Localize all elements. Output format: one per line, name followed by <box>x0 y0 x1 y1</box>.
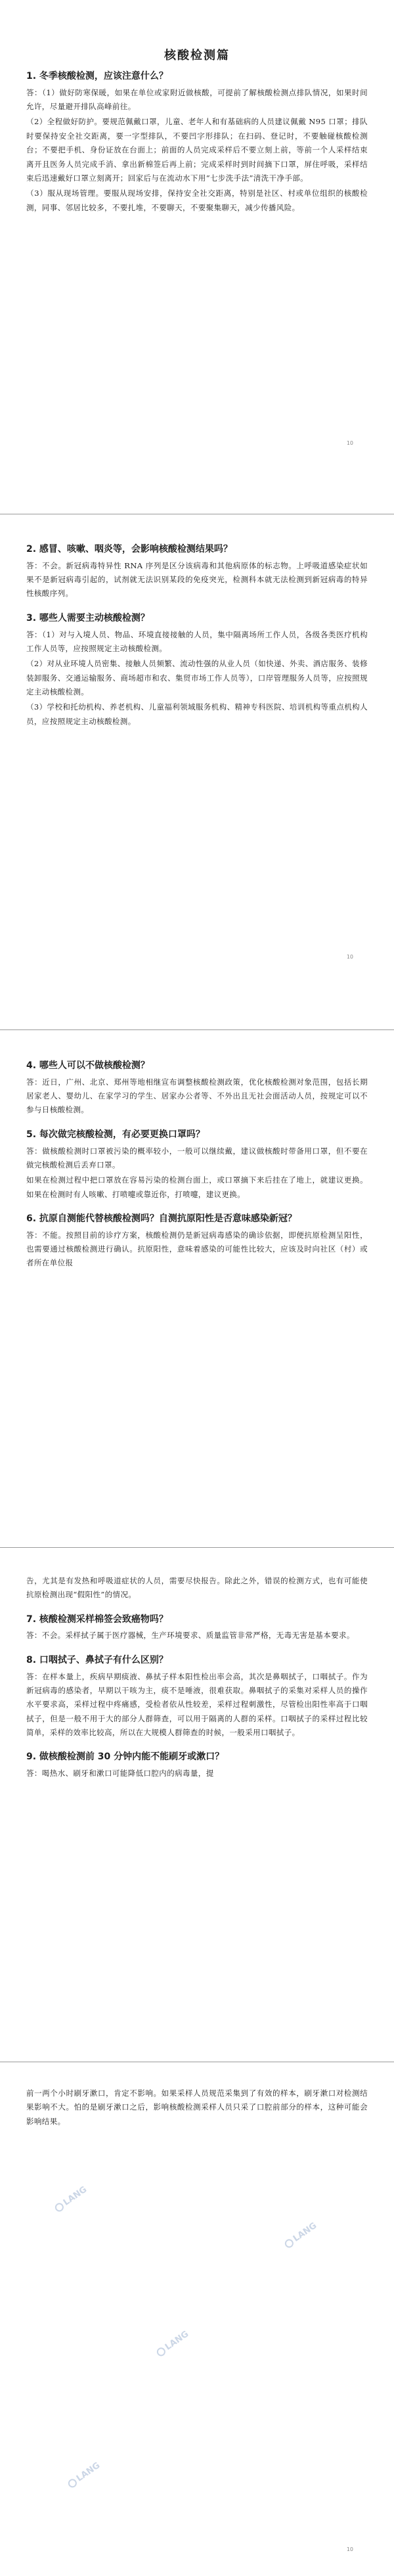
answer-1-paragraph: （3）服从现场管理。要服从现场安排，保持安全社交距离，特别是社区、村或单位组织的核酸检测，同事、邻居比较多，不要扎堆，不要聊天，不要聚集聊天，减少传播风险。 <box>26 189 368 212</box>
document-title: 核酸检测篇 <box>164 49 230 62</box>
page-separator <box>0 1029 394 1030</box>
answer-3-paragraph: 答：（1）对与入境人员、物品、环境直接接触的人员，集中隔离场所工作人员，各级各类医疗机构工作人员等，应按照规定主动核酸检测。 <box>26 629 368 653</box>
answer-1-paragraph: 答：（1）做好防寒保暖，如果在单位或家附近做核酸，可提前了解核酸检测点排队情况，如果时间允许，尽量避开排队高峰前往。 <box>26 87 368 112</box>
page-3 <box>0 1059 394 1272</box>
answer-9-continued: 前一两个小时刷牙漱口，肯定不影响。如果采样人员规范采集到了有效的样本，刷牙漱口对检测结果影响不大。怕的是刷牙漱口之后，影响核酸检测采样人员只采了口腔前部分的样本，这种可能会影响结果。 <box>26 2089 368 2126</box>
answer-7: 答：不会。采样拭子属于医疗器械，生产环境要求、质量监管非常严格，无毒无害是基本要求。 <box>26 1631 355 1640</box>
watermark-logo <box>53 2184 89 2213</box>
answer-6: 答：不能。按照目前的诊疗方案，核酸检测仍是新冠病毒感染的确诊依据，即便抗原检测呈阳性，也需要通过核酸检测进行确认。抗原阳性，意味着感染的可能性比较大，应该及时向社区（村）或者所在单位报 <box>26 1230 368 1268</box>
page-4 <box>0 1574 394 1782</box>
question-7: 7. 核酸检测采样棉签会致癌物吗？ <box>26 1614 168 1625</box>
answer-3-paragraph: （3）学校和托幼机构、养老机构、儿童福利领域服务机构、精神专科医院、培训机构等重点机构人员，应按照规定主动核酸检测。 <box>26 702 368 726</box>
question-2: 2. 感冒、咳嗽、咽炎等，会影响核酸检测结果吗？ <box>26 544 232 554</box>
page-separator <box>0 1547 394 1548</box>
answer-6-continued: 告，尤其是有发热和呼吸道症状的人员，需要尽快报告。除此之外，错误的检测方式，也有可能使抗原检测出现“假阳性”的情况。 <box>26 1576 368 1600</box>
watermark-text: LANG <box>61 2184 89 2208</box>
page-number: 10 <box>346 440 353 446</box>
watermark-text: LANG <box>74 2460 102 2484</box>
page-number: 10 <box>346 954 353 960</box>
question-8: 8. 口咽拭子、鼻拭子有什么区别？ <box>26 1654 168 1665</box>
answer-2: 答：不会。新冠病毒特异性 RNA 序列是区分该病毒和其他病原体的标志物。上呼吸道感染症状如果不是新冠病毒引起的，试剂就无法识别某段的免疫突光，检测科本就无法检测到新冠病毒的特异性核酸序列。 <box>26 560 368 599</box>
answer-3-paragraph: （2）对从业环境人员密集、接触人员频繁、流动性强的从业人员（如快递、外卖、酒店服务、装修装卸服务、交通运输服务、商场超市和农、集贸市场工作人员等），口岸管理服务人员等，应按照规定主动核酸检测。 <box>26 659 368 696</box>
answer-9: 答：喝热水、刷牙和漱口可能降低口腔内的病毒量，提 <box>26 1769 214 1778</box>
watermark-text: LANG <box>163 2329 191 2353</box>
page-5 <box>0 2087 394 2130</box>
answer-5-paragraph: 答：做核酸检测时口罩被污染的概率较小，一般可以继续戴，建议做核酸时带备用口罩，但不要在做完核酸检测后丢弃口罩。 <box>26 1146 368 1169</box>
answer-8: 答：在样本量上，疾病早期痰液、鼻拭子样本阳性检出率会高，其次是鼻咽拭子，口咽拭子。作为新冠病毒的感染者，早期以干咳为主，痰不是唾液，很难获取。鼻咽拭子的采集对采样人员的操作水平要求高，采样过程中疼痛感，受检者依从性较差，采样过程刺激性，尽管检出阳性率高于口咽拭子，但是一般不用于大的部分人群筛查，可以用于隔离的人群的采样。口咽拭子的采样过程比较简单，采样的效率比较高，所以在大规模人群筛查的时候，一般采用口咽拭子。 <box>26 1671 368 1737</box>
question-4: 4. 哪些人可以不做核酸检测？ <box>26 1060 150 1071</box>
question-9: 9. 做核酸检测前 30 分钟内能不能刷牙或漱口？ <box>26 1751 225 1763</box>
watermark-logo <box>283 2221 318 2249</box>
question-3: 3. 哪些人需要主动核酸检测？ <box>26 612 150 623</box>
answer-1-paragraph: （2）全程做好防护。要规范佩戴口罩，儿童、老年人和有基础病的人员建议佩戴 N95 口罩；排队时要保持安全社交距离，要一字型排队，不要凹字形排队；在扫码、登记时，不要触碰核酸检测台；不要把手机、身份证放在台面上；前面的人员完成采样后不要立刻上前，等前一个人采样结束离开且医务人员完成手消、拿出新棉签后再上前；完成采样时到时间摘下口罩，屏住呼吸，采样结束后迅速戴好口罩立刻离开；回家后与在流动水下用“七步洗手法”清洗干净手部。 <box>26 117 368 183</box>
page-2 <box>0 543 394 730</box>
watermark-logo <box>155 2329 190 2358</box>
watermark-logo <box>66 2460 102 2489</box>
page-number: 10 <box>346 2546 353 2552</box>
question-6: 6. 抗原自测能代替核酸检测吗？自测抗原阳性是否意味感染新冠？ <box>26 1213 297 1224</box>
watermark-text: LANG <box>291 2221 319 2244</box>
answer-4: 答：近日，广州、北京、郑州等地相继宣布调整核酸检测政策，优化核酸检测对象范围，包括长期居家老人、婴幼儿、在家学习的学生、居家办公者等、不外出且无社会面活动人员，按规定可以不参与日核酸检测。 <box>26 1077 368 1115</box>
question-5: 5. 每次做完核酸检测，有必要更换口罩吗？ <box>26 1129 205 1140</box>
answer-5-paragraph: 如果在检测过程中把口罩放在容易污染的检测台面上，或口罩摘下来后挂在了地上，就建议更换。如果在检测时有人咳嗽、打喷嚏或靠近你，打喷嚏，建议更换。 <box>26 1175 368 1199</box>
question-1: 1. 冬季核酸检测，应该注意什么？ <box>26 71 168 81</box>
page-1 <box>0 46 394 216</box>
